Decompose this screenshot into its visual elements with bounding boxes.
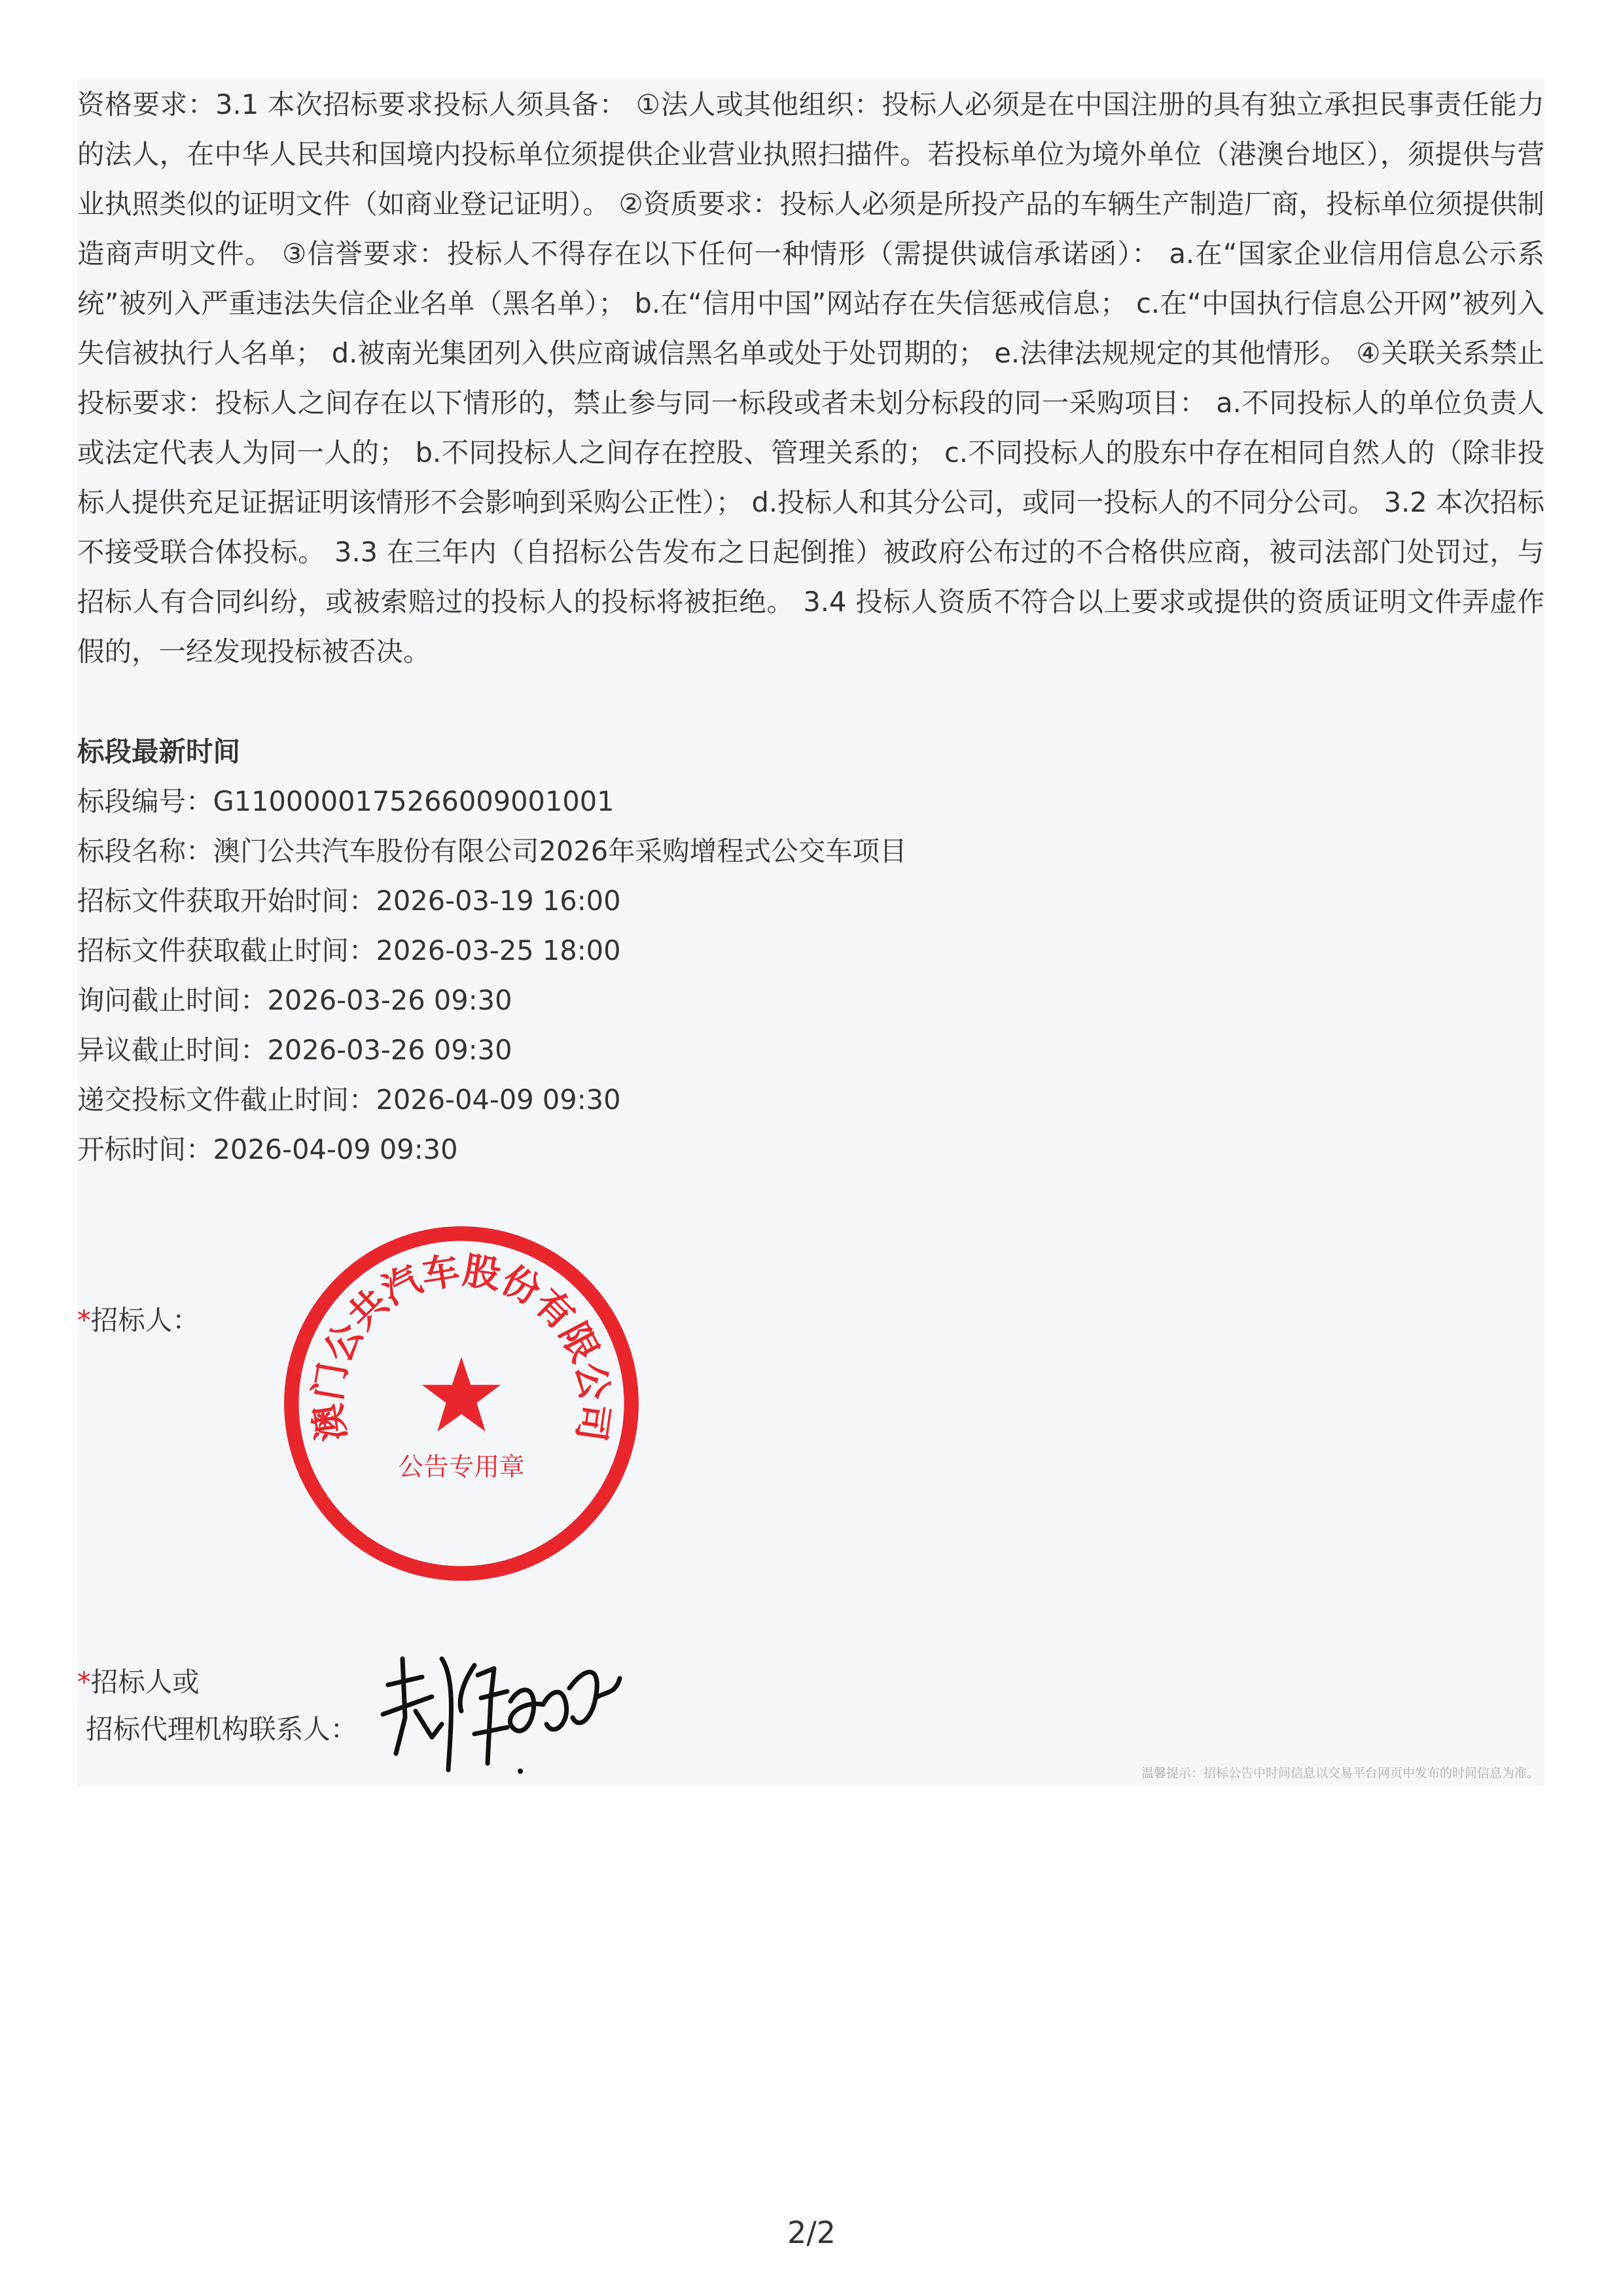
tenderer-label: *招标人： <box>77 1304 200 1336</box>
field-value: G1100000175266009001001 <box>213 785 615 817</box>
field-value: 2026-03-26 09:30 <box>267 984 512 1016</box>
field-label: 开标时间： <box>77 1133 213 1165</box>
official-seal <box>281 1224 641 1583</box>
field-label: 标段名称： <box>77 835 213 867</box>
field-value: 澳门公共汽车股份有限公司2026年采购增程式公交车项目 <box>213 835 907 867</box>
field-submission-deadline <box>77 1075 620 1125</box>
field-value: 2026-03-19 16:00 <box>376 885 621 917</box>
field-value: 2026-04-09 09:30 <box>213 1133 458 1165</box>
field-label: 招标文件获取开始时间： <box>77 885 376 917</box>
field-objection-deadline <box>77 1025 512 1075</box>
tip-text: 温馨提示：招标公告中时间信息以交易平台网页中发布的时间信息为准。 <box>1141 1766 1539 1780</box>
field-value: 2026-04-09 09:30 <box>376 1084 621 1116</box>
star-icon <box>422 1357 501 1432</box>
field-label: 递交投标文件截止时间： <box>77 1084 376 1116</box>
field-inquiry-deadline <box>77 976 512 1025</box>
contact-label: *招标人或 招标代理机构联系人： <box>77 1666 358 1745</box>
required-mark: * <box>77 1666 91 1698</box>
required-mark: * <box>77 1304 91 1336</box>
field-label: 招标文件获取截止时间： <box>77 934 376 966</box>
qualification-requirements: 资格要求：3.1 本次招标要求投标人须具备： ①法人或其他组织：投标人必须是在中国注册的具有独立承担民事责任能力的法人，在中华人民共和国境内投标单位须提供企业营业执照扫描件。若投标单位为境外单位（港澳台地区），须提供与营业执照类似的证明文件（如商业登记证明）。 ②资质要求：投标人必须是所投产品的车辆生产制造厂商，投标单位须提供制造商声明文件。 ③信誉要求：投标人不得存在以下任何一种情形（需提供诚信承诺函）： a.在“国家企业信用信息公示系统”被列入严重违法失信企业名单（黑名单）； b.在“信用中国”网站存在失信惩戒信息； c.在“中国执行信息公开网”被列入失信被执行人名单； d.被南光集团列入供应商诚信黑名单或处于处罚期的； e.法律法规规定的其他情形。 ④关联关系禁止投标要求：投标人之间存在以下情形的，禁止参与同一标段或者未划分标段的同一采购项目： a.不同投标人的单位负责人或法定代表人为同一人的； b.不同投标人之间存在控股、管理关系的； c.不同投标人的股东中存在相同自然人的（除非投标人提供充足证据证明该情形不会影响到采购公正性）； d.投标人和其分公司，或同一投标人的不同分公司。 3.2 本次招标不接受联合体投标。 3.3 在三年内（自招标公告发布之日起倒推）被政府公布过的不合格供应商，被司法部门处罚过，与招标人有合同纠纷，或被索赔过的投标人的投标将被拒绝。 3.4 投标人资质不符合以上要求或提供的资质证明文件弄虚作假的，一经发现投标被否决。 <box>77 88 1544 667</box>
field-value: 2026-03-26 09:30 <box>267 1034 512 1066</box>
field-bid-opening-time <box>77 1125 457 1174</box>
page-number: 2/2 <box>787 2215 836 2250</box>
seal-company-text: 澳门公共汽车股份有限公司 <box>306 1248 617 1444</box>
field-doc-start-time <box>77 876 620 926</box>
field-label: 询问截止时间： <box>77 984 268 1016</box>
field-doc-end-time <box>77 926 620 976</box>
field-value: 2026-03-25 18:00 <box>376 934 621 966</box>
field-bid-section-number <box>77 777 615 826</box>
section-title: 标段最新时间 <box>77 735 241 768</box>
handwritten-signature <box>376 1639 625 1780</box>
seal-type-text: 公告专用章 <box>398 1453 525 1482</box>
field-label: 标段编号： <box>77 785 213 817</box>
field-label: 异议截止时间： <box>77 1034 268 1066</box>
field-bid-section-name <box>77 826 907 876</box>
